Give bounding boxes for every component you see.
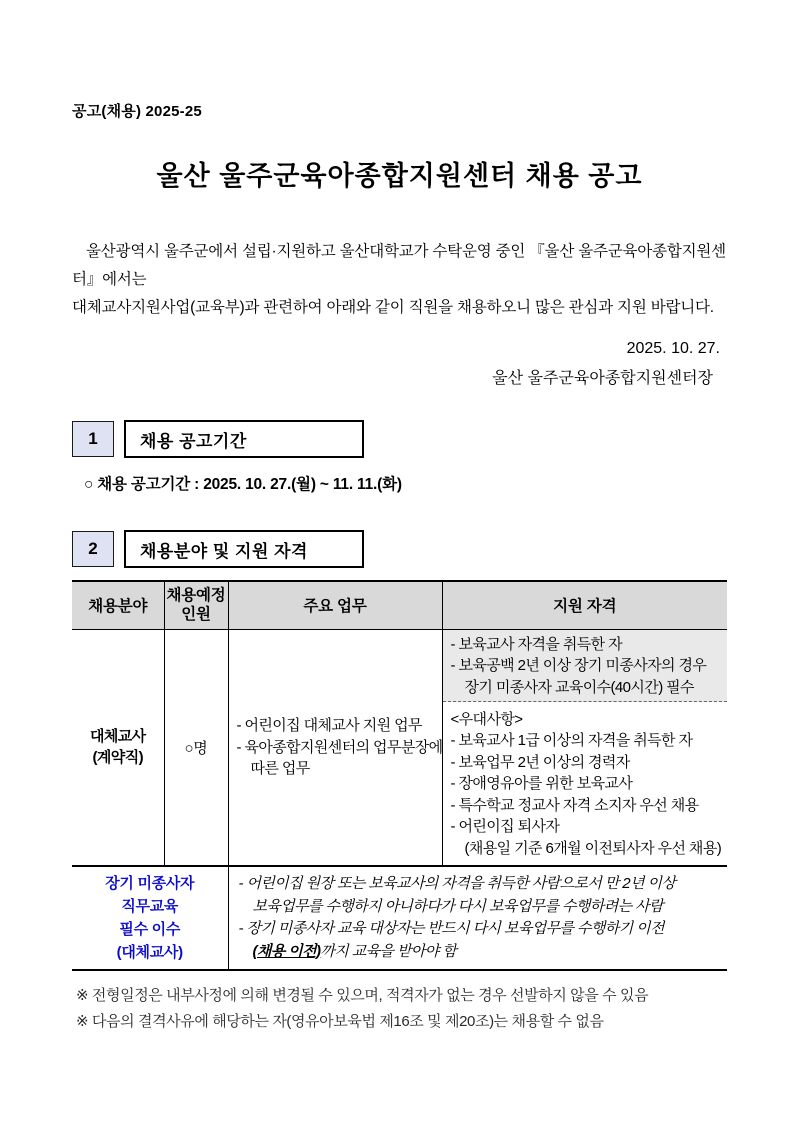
training-desc-line: - 장기 미종사자 교육 대상자는 반드시 다시 보육업무를 수행하기 이전	[238, 920, 664, 937]
cell-field	[72, 629, 164, 866]
header-field: 채용분야	[72, 581, 164, 629]
duty-line: 따른 업무	[250, 760, 310, 777]
signature: 울산 울주군육아종합지원센터장	[492, 370, 713, 387]
preferred-line: - 장애영유아를 위한 보육교사	[450, 775, 633, 792]
training-label-line: 필수 이수	[119, 921, 181, 938]
header-qualification: 지원 자격	[442, 581, 727, 629]
preferred-line: - 어린이집 퇴사자	[450, 818, 560, 835]
footnotes	[72, 983, 727, 1035]
footnote-line: ※ 전형일정은 내부사정에 의해 변경될 수 있으며, 적격자가 없는 경우 선발하지 않을 수 있음	[76, 987, 649, 1004]
section-1-title-box: 채용 공고기간	[124, 420, 364, 458]
training-desc-rest: 까지 교육을 받아야 함	[320, 942, 457, 960]
qualification-preferred-box	[443, 702, 728, 866]
table-row-substitute-teacher	[72, 629, 727, 866]
announcement-date: 2025. 10. 27.	[626, 340, 720, 357]
intro-line: 울산광역시 울주군에서 설립·지원하고 울산대학교가 수탁운영 중인 『울산 울주군육아종합지원센터』에서는	[72, 243, 726, 288]
section-2-title-box: 채용분야 및 지원 자격	[124, 530, 364, 568]
intro-paragraph	[72, 238, 727, 322]
training-label-line: 직무교육	[121, 898, 179, 915]
header-headcount-line1: 채용예정	[166, 587, 226, 605]
qualification-required-box	[443, 630, 728, 702]
field-line: (계약직)	[92, 749, 143, 767]
training-label-line: 장기 미종사자	[105, 875, 195, 892]
page-title: 울산 울주군육아종합지원센터 채용 공고	[156, 161, 643, 191]
recruitment-period-line: ○ 채용 공고기간 : 2025. 10. 27.(월) ~ 11. 11.(화)	[84, 476, 402, 493]
field-line: 대체교사	[89, 727, 146, 745]
recruitment-table	[72, 580, 727, 971]
doc-number: 공고(채용) 2025-25	[72, 103, 202, 120]
training-desc-emphasis: (채용 이전)	[252, 942, 321, 960]
header-headcount-line2: 인원	[181, 606, 211, 624]
preferred-line: - 보육업무 2년 이상의 경력자	[450, 753, 630, 771]
preferred-line: - 특수학교 정교사 자격 소지자 우선 채용	[450, 796, 699, 814]
cell-training-label	[72, 866, 228, 970]
preferred-line: (채용일 기준 6개월 이전퇴사자 우선 채용)	[464, 839, 722, 857]
table-row-mandatory-training	[72, 866, 727, 970]
section-2-number-box: 2	[72, 531, 114, 567]
duty-line: - 육아종합지원센터의 업무분장에	[236, 738, 443, 756]
training-desc-line: 보육업무를 수행하지 아니하다가 다시 보육업무를 수행하려는 사람	[252, 897, 663, 915]
training-label-line: (대체교사)	[116, 944, 183, 961]
intro-line: 대체교사지원사업(교육부)과 관련하여 아래와 같이 직원을 채용하오니 많은 관심과 지원 바랍니다.	[72, 299, 714, 316]
footnote-line: ※ 다음의 결격사유에 해당하는 자(영유아보육법 제16조 및 제20조)는 채용할 수 없음	[76, 1013, 604, 1030]
training-desc-line	[239, 941, 726, 964]
duty-line: - 어린이집 대체교사 지원 업무	[236, 717, 422, 734]
training-desc-line: - 어린이집 원장 또는 보육교사의 자격을 취득한 사람으로서 만 2년 이상	[238, 875, 676, 892]
preferred-line: - 보육교사 1급 이상의 자격을 취득한 자	[450, 732, 693, 749]
cell-qualification	[442, 629, 727, 866]
section-1-header	[72, 420, 727, 458]
section-1-number-box: 1	[72, 421, 114, 457]
header-headcount	[164, 581, 228, 629]
cell-headcount: ○명	[164, 629, 228, 866]
cell-training-description	[228, 866, 727, 970]
qualification-line: - 보육교사 자격을 취득한 자	[450, 635, 622, 653]
qualification-line: 장기 미종사자 교육이수(40시간) 필수	[464, 678, 694, 696]
table-header-row	[72, 581, 727, 629]
qualification-line: - 보육공백 2년 이상 장기 미종사자의 경우	[450, 657, 707, 674]
section-2-header	[72, 530, 727, 568]
preferred-heading: <우대사항>	[450, 710, 523, 728]
cell-duties	[228, 629, 442, 866]
header-duties: 주요 업무	[228, 581, 442, 629]
